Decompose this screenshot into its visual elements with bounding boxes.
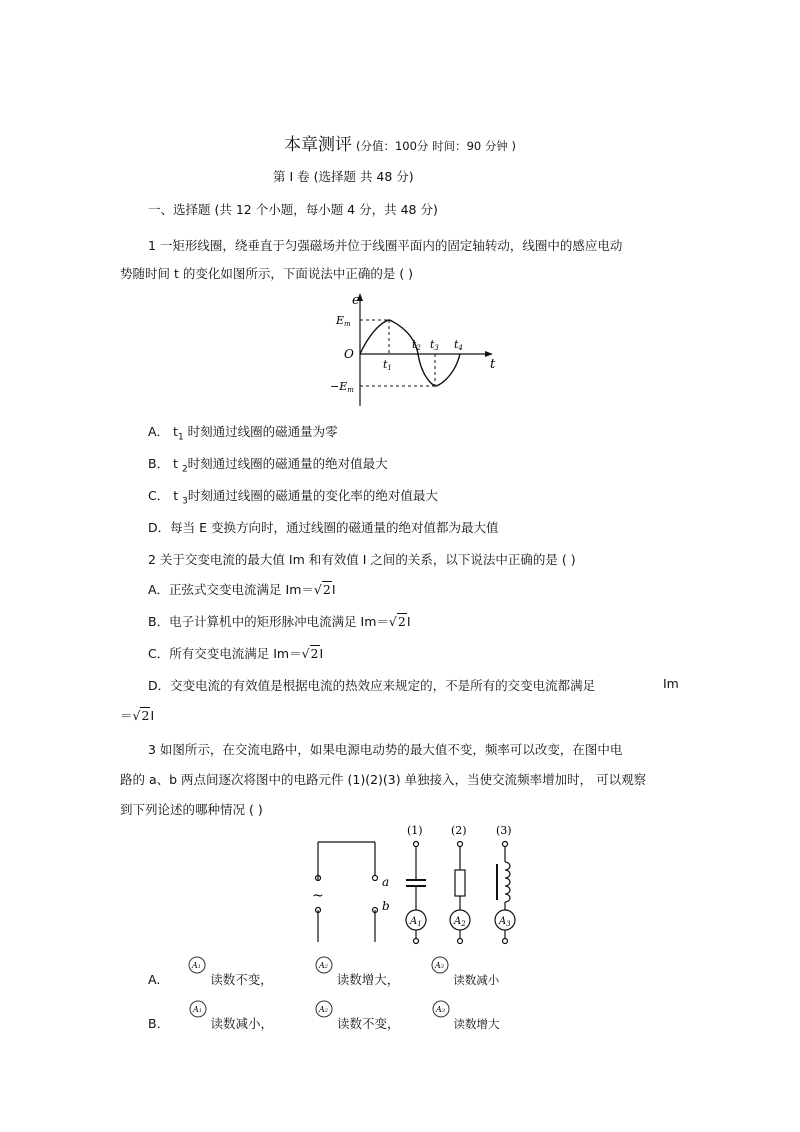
ac-source-symbol: ~ bbox=[312, 888, 324, 904]
q2-option-b[interactable]: B．电子计算机中的矩形脉冲电流满足 Im＝√2I bbox=[148, 614, 411, 629]
tick-t1: t1 bbox=[383, 358, 392, 372]
q1-option-b[interactable]: B． t $_2$时刻通过线圈的磁通量的绝对值最大 bbox=[148, 456, 388, 475]
q3-option-b[interactable]: B. A1 读数减小， A2 读数不变， A3 读数增大 bbox=[148, 1010, 500, 1032]
q3-stem-line3: 到下列论述的哪种情况 ( ) bbox=[120, 802, 263, 817]
ammeter-b3-icon bbox=[432, 1000, 450, 1018]
ammeter-a2-icon bbox=[315, 956, 333, 974]
q3-option-a[interactable]: A. A1 读数不变， A2 读数增大， A3 读数减小 bbox=[148, 966, 499, 988]
axis-label-t: t bbox=[490, 357, 496, 372]
svg-text:(2): (2) bbox=[451, 824, 467, 837]
tick-t3: t3 bbox=[430, 338, 439, 352]
ammeter-3: $A_3$ bbox=[499, 916, 511, 928]
graph-axes bbox=[357, 293, 493, 406]
q1-option-d[interactable]: D．每当 E 变换方向时，通过线圈的磁通量的绝对值都为最大值 bbox=[148, 520, 499, 535]
part-heading: 一、选择题 (共 12 个小题，每小题 4 分，共 48 分) bbox=[148, 202, 438, 217]
point-a-label: a bbox=[382, 875, 390, 889]
page-title: 本章测评 bbox=[284, 135, 352, 155]
sine-curve bbox=[360, 320, 460, 386]
page-title-row bbox=[284, 130, 516, 155]
q1-stem-line2: 势随时间 t 的变化如图所示，下面说法中正确的是 ( ) bbox=[120, 266, 414, 281]
q2-option-d-tail: Im bbox=[663, 676, 679, 691]
title-meta: (分值：100分 时间：90 分钟 ) bbox=[355, 139, 517, 153]
ammeter-1: $A_1$ bbox=[410, 916, 422, 928]
guide-lines bbox=[360, 320, 435, 386]
svg-text:A2: A2 bbox=[319, 1005, 328, 1014]
svg-text:A3: A3 bbox=[435, 961, 445, 970]
axis-label-e: e bbox=[352, 293, 360, 308]
source-circuit bbox=[316, 842, 378, 942]
circuit-diagram bbox=[300, 820, 530, 948]
tick-t4: t4 bbox=[454, 338, 463, 352]
q1-option-a[interactable]: A． $t_1$ 时刻通过线圈的磁通量为零 bbox=[148, 424, 338, 443]
q1-stem-line1: 1 一矩形线圈，绕垂直于匀强磁场并位于线圈平面内的固定轴转动，线圈中的感应电动 bbox=[148, 238, 623, 253]
svg-text:(3): (3) bbox=[496, 824, 512, 837]
q3-stem-line2: 路的 a、b 两点间逐次将图中的电路元件 (1)(2)(3) 单独接入，当使交流频率增加时， 可以观察 bbox=[120, 772, 647, 787]
svg-text:A3: A3 bbox=[435, 1005, 445, 1014]
q2-option-c[interactable]: C．所有交变电流满足 Im＝√2I bbox=[148, 646, 324, 661]
label-Em: Em bbox=[336, 314, 351, 328]
ammeter-a3-icon bbox=[431, 956, 449, 974]
q2-stem: 2 关于交变电流的最大值 Im 和有效值 I 之间的关系，以下说法中正确的是 ( ) bbox=[148, 552, 576, 567]
point-b-label: b bbox=[382, 899, 390, 913]
q2-option-a[interactable]: A．正弦式交变电流满足 Im＝√2I bbox=[148, 582, 336, 597]
svg-text:A1: A1 bbox=[192, 1005, 202, 1014]
element-1-capacitor bbox=[406, 824, 426, 944]
ammeter-2: $A_2$ bbox=[454, 916, 466, 928]
q2-option-d[interactable]: D．交变电流的有效值是根据电流的热效应来规定的，不是所有的交变电流都满足 bbox=[148, 678, 596, 693]
section-heading: 第 I 卷 (选择题 共 48 分) bbox=[273, 169, 414, 184]
ammeter-a1-icon bbox=[188, 956, 206, 974]
label-neg-Em: −Em bbox=[330, 380, 354, 394]
element-3-inductor bbox=[495, 824, 515, 944]
svg-text:A1: A1 bbox=[192, 961, 202, 970]
element-2-resistor bbox=[450, 824, 470, 944]
q3-stem-line1: 3 如图所示，在交流电路中，如果电源电动势的最大值不变，频率可以改变，在图中电 bbox=[148, 742, 623, 757]
svg-text:(1): (1) bbox=[407, 824, 423, 837]
q1-option-c[interactable]: C． t $_3$时刻通过线圈的磁通量的变化率的绝对值最大 bbox=[148, 488, 438, 507]
tick-t2: t2 bbox=[412, 338, 421, 352]
svg-text:A2: A2 bbox=[318, 961, 328, 970]
emf-time-graph bbox=[330, 290, 505, 410]
ammeter-b2-icon bbox=[315, 1000, 333, 1018]
ammeter-b1-icon bbox=[189, 1000, 207, 1018]
label-origin: O bbox=[344, 347, 354, 361]
q2-option-d-line2: ＝√2I bbox=[120, 708, 155, 723]
